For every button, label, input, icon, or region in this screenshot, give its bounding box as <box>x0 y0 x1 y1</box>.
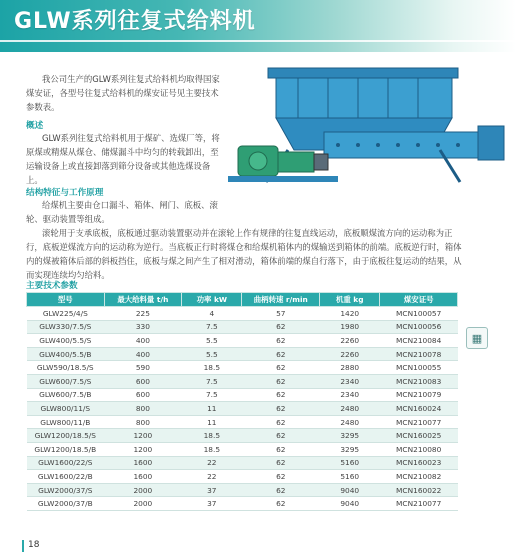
table-cell: 600 <box>104 388 182 402</box>
table-cell: 2340 <box>320 388 380 402</box>
page-number: 18 <box>28 540 40 550</box>
table-cell: 62 <box>242 388 320 402</box>
table-cell: 2000 <box>104 483 182 497</box>
table-cell: MCN100055 <box>380 361 458 375</box>
table-cell: MCN160023 <box>380 456 458 470</box>
table-cell: MCN160022 <box>380 483 458 497</box>
table-cell: GLW600/7.5/S <box>27 374 105 388</box>
page-marker <box>22 540 24 552</box>
table-row <box>27 388 458 402</box>
column-header-weight: 机重 kg <box>320 293 380 307</box>
table-cell: MCN210077 <box>380 415 458 429</box>
overview-paragraph: GLW系列往复式给料机用于煤矿、选煤厂等，将原煤或精煤从煤仓、储煤漏斗中均匀的转载卸出，至运输设备上或直接卸落到筛分设备或其他选煤设备上。 <box>26 133 220 185</box>
table-row <box>27 470 458 484</box>
table-cell: GLW800/11/B <box>27 415 105 429</box>
section-title-overview: 概述 <box>26 121 44 131</box>
structure-paragraph-1: 给煤机主要由仓口漏斗、箱体、闸门、底板、滚轮、驱动装置等组成。 <box>26 200 218 224</box>
table-cell: MCN100057 <box>380 307 458 321</box>
table-cell: 400 <box>104 334 182 348</box>
table-cell: MCN210077 <box>380 497 458 511</box>
table-cell: 11 <box>182 415 242 429</box>
table-cell: MCN160025 <box>380 429 458 443</box>
table-cell: 37 <box>182 483 242 497</box>
column-header-cert: 煤安证号 <box>380 293 458 307</box>
table-cell: GLW600/7.5/B <box>27 388 105 402</box>
column-header-max-feed: 最大给料量 t/h <box>104 293 182 307</box>
table-cell: 62 <box>242 374 320 388</box>
table-cell: 22 <box>182 470 242 484</box>
table-cell: GLW400/5.5/S <box>27 334 105 348</box>
table-cell: GLW1600/22/S <box>27 456 105 470</box>
table-cell: 62 <box>242 334 320 348</box>
table-cell: 5160 <box>320 456 380 470</box>
table-cell: GLW2000/37/B <box>27 497 105 511</box>
table-cell: 62 <box>242 320 320 334</box>
table-cell: 62 <box>242 402 320 416</box>
table-cell: 9040 <box>320 497 380 511</box>
table-cell: 5.5 <box>182 347 242 361</box>
table-cell: 18.5 <box>182 442 242 456</box>
table-cell: 7.5 <box>182 320 242 334</box>
table-row <box>27 429 458 443</box>
table-cell: 2880 <box>320 361 380 375</box>
table-cell: MCN210084 <box>380 334 458 348</box>
table-cell: MCN210079 <box>380 388 458 402</box>
table-row <box>27 320 458 334</box>
table-row <box>27 307 458 321</box>
page-title: GLW系列往复式给料机 <box>14 9 256 34</box>
table-cell: 1200 <box>104 429 182 443</box>
specs-table <box>26 292 458 511</box>
table-cell: MCN160024 <box>380 402 458 416</box>
table-cell: 62 <box>242 456 320 470</box>
table-cell: GLW225/4/S <box>27 307 105 321</box>
table-row <box>27 334 458 348</box>
table-cell: 7.5 <box>182 388 242 402</box>
table-cell: 7.5 <box>182 374 242 388</box>
table-cell: 2260 <box>320 334 380 348</box>
table-row <box>27 497 458 511</box>
table-cell: 800 <box>104 415 182 429</box>
table-cell: 1980 <box>320 320 380 334</box>
table-cell: 1200 <box>104 442 182 456</box>
table-cell: 2480 <box>320 402 380 416</box>
specs-table-header <box>27 293 458 307</box>
table-cell: 2260 <box>320 347 380 361</box>
table-cell: 62 <box>242 483 320 497</box>
feeder-machine-illustration <box>228 64 508 188</box>
structure-paragraph-2: 滚轮用于支承底板，底板通过驱动装置驱动并在滚轮上作有规律的往复直线运动，底板顺煤流方向的运动称为正行，底板逆煤流方向的运动称为逆行。当底板正行时将煤仓和给煤机箱体内的煤输送到箱体的前端。底板逆行时，箱体内的煤被箱体后部的斜板挡住，底板与煤之间产生了相对滑动，箱体前端的煤自行落下，由于底板往复运动的结果，从而实现连续均匀给料。 <box>26 228 462 280</box>
table-cell: GLW1600/22/B <box>27 470 105 484</box>
table-row <box>27 361 458 375</box>
table-cell: 11 <box>182 402 242 416</box>
table-cell: 37 <box>182 497 242 511</box>
table-cell: 62 <box>242 429 320 443</box>
table-cell: GLW800/11/S <box>27 402 105 416</box>
section-title-structure: 结构特征与工作原理 <box>26 188 104 198</box>
table-cell: 400 <box>104 347 182 361</box>
qr-code-icon: ▦ <box>471 331 483 345</box>
table-cell: 57 <box>242 307 320 321</box>
table-cell: 800 <box>104 402 182 416</box>
table-cell: 2480 <box>320 415 380 429</box>
table-row <box>27 442 458 456</box>
table-cell: 62 <box>242 470 320 484</box>
table-cell: 62 <box>242 361 320 375</box>
table-cell: 3295 <box>320 429 380 443</box>
table-cell: 22 <box>182 456 242 470</box>
table-cell: 62 <box>242 347 320 361</box>
table-cell: GLW1200/18.5/S <box>27 429 105 443</box>
table-row <box>27 415 458 429</box>
table-cell: 9040 <box>320 483 380 497</box>
table-cell: 1600 <box>104 456 182 470</box>
table-cell: 62 <box>242 415 320 429</box>
table-cell: 1600 <box>104 470 182 484</box>
table-cell: 18.5 <box>182 429 242 443</box>
table-cell: MCN210082 <box>380 470 458 484</box>
table-cell: 18.5 <box>182 361 242 375</box>
table-cell: MCN210083 <box>380 374 458 388</box>
table-cell: GLW400/5.5/B <box>27 347 105 361</box>
table-cell: 3295 <box>320 442 380 456</box>
table-cell: 4 <box>182 307 242 321</box>
table-cell: 225 <box>104 307 182 321</box>
table-cell: 1420 <box>320 307 380 321</box>
table-cell: MCN210080 <box>380 442 458 456</box>
table-cell: 590 <box>104 361 182 375</box>
table-cell: 2340 <box>320 374 380 388</box>
table-cell: 5.5 <box>182 334 242 348</box>
table-cell: 62 <box>242 497 320 511</box>
section-title-specs: 主要技术参数 <box>26 281 78 291</box>
table-row <box>27 374 458 388</box>
column-header-model: 型号 <box>27 293 105 307</box>
intro-paragraph: 我公司生产的GLW系列往复式给料机均取得国家煤安证，各型号往复式给料机的煤安证号见主要技术参数表。 <box>26 74 220 112</box>
column-header-power: 功率 kW <box>182 293 242 307</box>
table-cell: GLW2000/37/S <box>27 483 105 497</box>
column-header-crank-speed: 曲柄转速 r/min <box>242 293 320 307</box>
table-row <box>27 456 458 470</box>
header-divider <box>0 40 516 42</box>
table-row <box>27 483 458 497</box>
table-cell: 330 <box>104 320 182 334</box>
table-cell: MCN100056 <box>380 320 458 334</box>
table-cell: MCN210078 <box>380 347 458 361</box>
table-cell: 5160 <box>320 470 380 484</box>
table-row <box>27 402 458 416</box>
table-cell: 2000 <box>104 497 182 511</box>
table-row <box>27 347 458 361</box>
table-cell: GLW1200/18.5/B <box>27 442 105 456</box>
qr-code-button[interactable] <box>466 327 488 349</box>
table-cell: 62 <box>242 442 320 456</box>
table-cell: GLW590/18.5/S <box>27 361 105 375</box>
table-cell: 600 <box>104 374 182 388</box>
table-cell: GLW330/7.5/S <box>27 320 105 334</box>
